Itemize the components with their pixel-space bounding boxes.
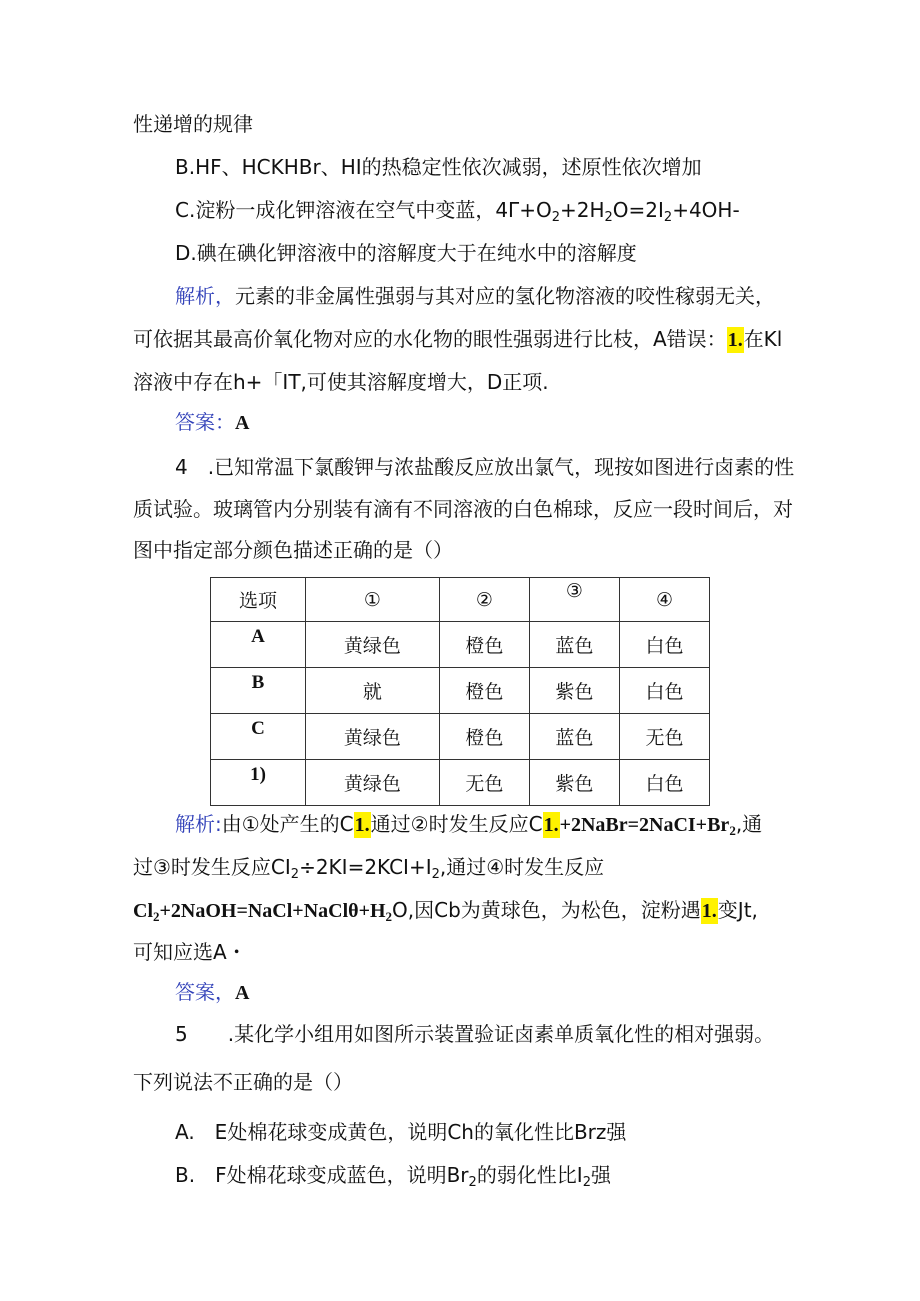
table-cell: 无色 — [439, 760, 529, 806]
q5-stem-line-2: 下列说法不正确的是（） — [133, 1070, 353, 1094]
table-cell: 黄绿色 — [306, 714, 440, 760]
q3-answer — [175, 410, 249, 435]
q4-analysis-line-4: 可知应选A・ — [133, 940, 247, 964]
table-cell: 紫色 — [529, 760, 619, 806]
q5-stem-line-1: 5 .某化学小组用如图所示装置验证卤素单质氧化性的相对强弱。 — [175, 1022, 775, 1046]
table-cell: 橙色 — [439, 668, 529, 714]
table-cell: 黄绿色 — [306, 622, 440, 668]
table-row — [211, 622, 710, 668]
table-cell: 白色 — [619, 668, 709, 714]
q4-stem-line-3: 图中指定部分颜色描述正确的是（） — [133, 538, 453, 562]
q3-analysis-line-2: 可依据其最高价氧化物对应的水化物的眼性强弱进行比枝，A错误：1.在Kl — [133, 327, 783, 351]
table-header-cell: 选项 — [211, 578, 306, 622]
table-cell: 就 — [306, 668, 440, 714]
q4-analysis-label: 解析: — [175, 812, 222, 836]
q5-option-a: A. E处棉花球变成黄色，说明Ch的氧化性比Brz强 — [175, 1120, 627, 1144]
q3-analysis-label: 解析， — [175, 284, 235, 308]
table-row — [211, 668, 710, 714]
table-cell: 1) — [211, 760, 306, 806]
q4-answer — [175, 980, 249, 1005]
table-cell: 白色 — [619, 622, 709, 668]
answer-value: A — [235, 982, 250, 1004]
q3-option-c: C.淀粉一成化钾溶液在空气中变蓝，$4\Gamma+O_2+2H_2O=2I_2+4OH-$ — [175, 198, 740, 225]
table-header-cell: ① — [306, 578, 440, 622]
answer-label: 答案： — [175, 410, 235, 434]
highlight-mark: 1. — [354, 814, 370, 836]
table-cell: 橙色 — [439, 714, 529, 760]
options-table — [210, 577, 710, 806]
q3-analysis-line-1: 解析，元素的非金属性强弱与其对应的氢化物溶液的咬性稼弱无关， — [175, 284, 775, 308]
table-cell: 黄绿色 — [306, 760, 440, 806]
table-header-row — [211, 578, 710, 622]
q4-analysis-line-2: 过③时发生反应$CI_2\div 2KI=2KCI+I_2$,通过④时发生反应 — [133, 855, 605, 882]
highlight-mark: 1. — [727, 329, 743, 351]
q3-option-d: D.碘在碘化钾溶液中的溶解度大于在纯水中的溶解度 — [175, 241, 637, 265]
q4-analysis-line-1: 解析:由①处产生的C1.通过②时发生反应$C1.+2NaBr=2NaCI+Br_2$,通 — [175, 812, 763, 838]
q4-analysis-line-3: $Cl_2+2NaOH=NaCl+NaCl\theta+H_2O$,因Cb为黄球色，为松色，淀粉遇1.变Jt, — [133, 898, 758, 924]
table-cell: 橙色 — [439, 622, 529, 668]
highlight-mark: 1. — [543, 814, 559, 836]
table-cell: 白色 — [619, 760, 709, 806]
table-row — [211, 760, 710, 806]
table-cell: A — [211, 622, 306, 668]
table-header-cell: ② — [439, 578, 529, 622]
q3-analysis-line-3: 溶液中存在h+「IT,可使其溶解度增大，D正项. — [133, 370, 549, 394]
table-cell: 无色 — [619, 714, 709, 760]
q4-stem-line-2: 质试验。玻璃管内分别装有滴有不同溶液的白色棉球，反应一段时间后，对 — [133, 497, 793, 521]
answer-value: A — [235, 412, 250, 434]
table-cell: 蓝色 — [529, 714, 619, 760]
table-row — [211, 714, 710, 760]
table-cell: B — [211, 668, 306, 714]
q5-option-b: B. F处棉花球变成蓝色，说明$Br_2$的弱化性比$I_2$强 — [175, 1163, 611, 1190]
highlight-mark: 1. — [701, 900, 717, 922]
table-cell: 蓝色 — [529, 622, 619, 668]
q3-option-b: B.HF、HCKHBr、HI的热稳定性依次减弱，述原性依次增加 — [175, 155, 702, 179]
q3-stem-continuation: 性递增的规律 — [133, 112, 253, 136]
table-cell: C — [211, 714, 306, 760]
q4-stem-line-1: 4 .已知常温下氯酸钾与浓盐酸反应放出氯气，现按如图进行卤素的性 — [175, 455, 795, 479]
table-header-cell: ③ — [529, 578, 619, 622]
table-cell: 紫色 — [529, 668, 619, 714]
table-header-cell: ④ — [619, 578, 709, 622]
answer-label: 答案， — [175, 980, 235, 1004]
